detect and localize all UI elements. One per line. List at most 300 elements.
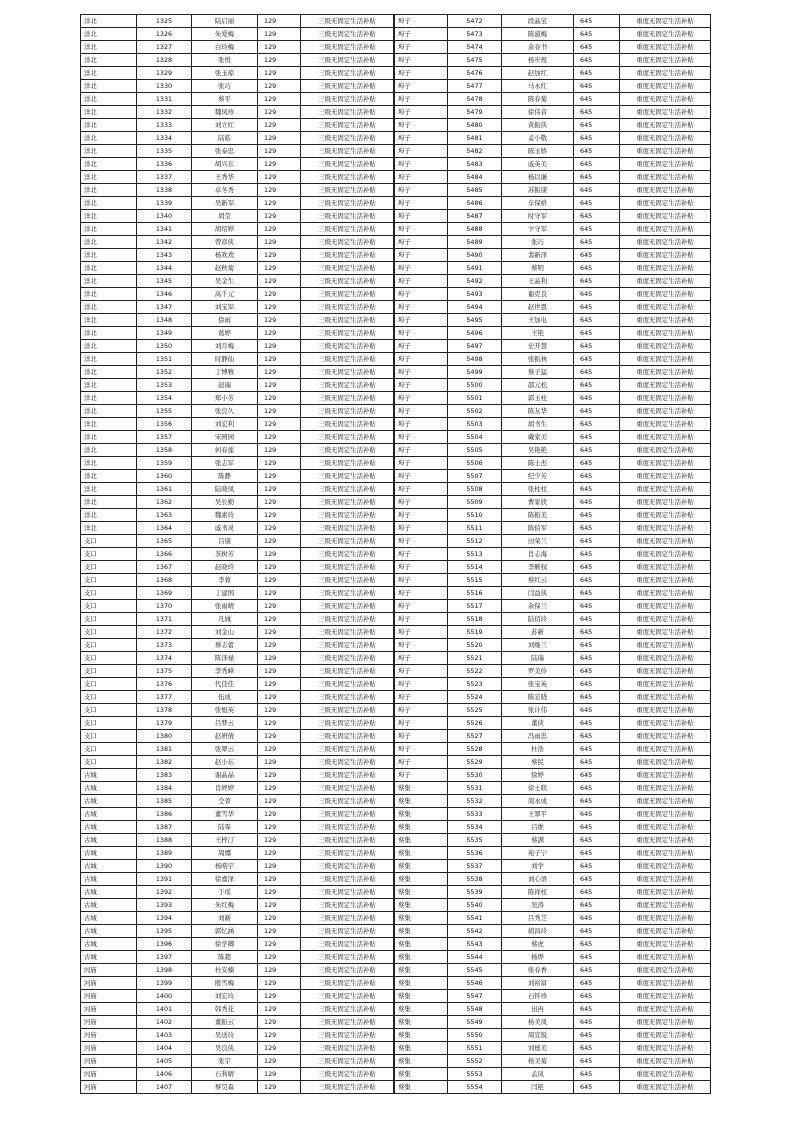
name-cell: 朱红梅	[192, 899, 258, 912]
township-cell: 埠子	[395, 158, 448, 171]
township-cell: 蔡集	[395, 964, 448, 977]
name-cell: 邵元松	[502, 379, 574, 392]
table-row	[81, 119, 394, 132]
table-row	[81, 288, 394, 301]
township-cell: 埠子	[395, 652, 448, 665]
table-row	[395, 847, 711, 860]
amount-cell: 645	[574, 431, 620, 444]
township-cell: 埠子	[395, 119, 448, 132]
table-row	[395, 743, 711, 756]
name-cell: 王翠平	[502, 808, 574, 821]
serial-number-cell: 1365	[137, 535, 192, 548]
serial-number-cell: 1386	[137, 808, 192, 821]
amount-cell: 129	[258, 418, 301, 431]
subsidy-type-cell: 三级无固定生活补贴	[301, 964, 394, 977]
township-cell: 支口	[81, 743, 137, 756]
name-cell: 陈友华	[502, 405, 574, 418]
amount-cell: 645	[574, 366, 620, 379]
serial-number-cell: 1344	[137, 262, 192, 275]
township-cell: 古城	[81, 860, 137, 873]
name-cell: 蔡虎	[502, 938, 574, 951]
name-cell: 张雨晴	[192, 600, 258, 613]
township-cell: 河庙	[81, 1016, 137, 1029]
township-cell: 洋北	[81, 15, 137, 28]
serial-number-cell: 1395	[137, 925, 192, 938]
serial-number-cell: 5521	[448, 652, 502, 665]
township-cell: 河庙	[81, 1055, 137, 1068]
subsidy-type-cell: 三级无固定生活补贴	[301, 119, 394, 132]
serial-number-cell: 1394	[137, 912, 192, 925]
township-cell: 洋北	[81, 353, 137, 366]
subsidy-type-cell: 重度无固定生活补贴	[620, 678, 711, 691]
subsidy-type-cell: 三级无固定生活补贴	[301, 925, 394, 938]
amount-cell: 645	[574, 665, 620, 678]
table-row	[395, 301, 711, 314]
amount-cell: 645	[574, 951, 620, 964]
amount-cell: 645	[574, 132, 620, 145]
subsidy-type-cell: 三级无固定生活补贴	[301, 561, 394, 574]
table-row	[395, 678, 711, 691]
township-cell: 洋北	[81, 275, 137, 288]
table-row	[81, 665, 394, 678]
township-cell: 埠子	[395, 301, 448, 314]
subsidy-type-cell: 三级无固定生活补贴	[301, 470, 394, 483]
amount-cell: 129	[258, 262, 301, 275]
name-cell: 白玲梅	[192, 41, 258, 54]
serial-number-cell: 5538	[448, 873, 502, 886]
amount-cell: 129	[258, 1003, 301, 1016]
table-row	[81, 1042, 394, 1055]
table-row	[81, 912, 394, 925]
serial-number-cell: 5509	[448, 496, 502, 509]
name-cell: 刘宏玲	[192, 990, 258, 1003]
serial-number-cell: 5506	[448, 457, 502, 470]
name-cell: 苑子宁	[502, 847, 574, 860]
serial-number-cell: 1338	[137, 184, 192, 197]
subsidy-type-cell: 重度无固定生活补贴	[620, 1042, 711, 1055]
township-cell: 埠子	[395, 15, 448, 28]
serial-number-cell: 1347	[137, 301, 192, 314]
township-cell: 洋北	[81, 184, 137, 197]
name-cell: 陆佰玲	[502, 613, 574, 626]
name-cell: 刘德美	[502, 1042, 574, 1055]
table-row	[81, 587, 394, 600]
subsidy-type-cell: 三级无固定生活补贴	[301, 379, 394, 392]
serial-number-cell: 5542	[448, 925, 502, 938]
name-cell: 陈春菊	[502, 93, 574, 106]
table-row	[81, 405, 394, 418]
serial-number-cell: 1329	[137, 67, 192, 80]
township-cell: 洋北	[81, 405, 137, 418]
township-cell: 埠子	[395, 106, 448, 119]
serial-number-cell: 1364	[137, 522, 192, 535]
township-cell: 蔡集	[395, 1081, 448, 1094]
subsidy-type-cell: 三级无固定生活补贴	[301, 483, 394, 496]
subsidy-type-cell: 三级无固定生活补贴	[301, 262, 394, 275]
serial-number-cell: 1372	[137, 626, 192, 639]
township-cell: 埠子	[395, 275, 448, 288]
township-cell: 蔡集	[395, 1003, 448, 1016]
township-cell: 埠子	[395, 496, 448, 509]
amount-cell: 129	[258, 457, 301, 470]
subsidy-type-cell: 三级无固定生活补贴	[301, 15, 394, 28]
amount-cell: 129	[258, 444, 301, 457]
serial-number-cell: 1370	[137, 600, 192, 613]
amount-cell: 129	[258, 951, 301, 964]
subsidy-type-cell: 三级无固定生活补贴	[301, 756, 394, 769]
name-cell: 陈宏晓	[502, 691, 574, 704]
serial-number-cell: 1405	[137, 1055, 192, 1068]
amount-cell: 129	[258, 145, 301, 158]
table-row	[395, 756, 711, 769]
subsidy-type-cell: 重度无固定生活补贴	[620, 1003, 711, 1016]
subsidy-type-cell: 重度无固定生活补贴	[620, 639, 711, 652]
serial-number-cell: 1336	[137, 158, 192, 171]
township-cell: 蔡集	[395, 977, 448, 990]
amount-cell: 645	[574, 847, 620, 860]
serial-number-cell: 5553	[448, 1068, 502, 1081]
subsidy-type-cell: 三级无固定生活补贴	[301, 275, 394, 288]
amount-cell: 645	[574, 210, 620, 223]
township-cell: 洋北	[81, 41, 137, 54]
subsidy-type-cell: 三级无固定生活补贴	[301, 210, 394, 223]
serial-number-cell: 1334	[137, 132, 192, 145]
serial-number-cell: 5473	[448, 28, 502, 41]
serial-number-cell: 1404	[137, 1042, 192, 1055]
amount-cell: 129	[258, 132, 301, 145]
name-cell: 张良久	[192, 405, 258, 418]
subsidy-type-cell: 三级无固定生活补贴	[301, 366, 394, 379]
table-row	[395, 990, 711, 1003]
serial-number-cell: 5510	[448, 509, 502, 522]
table-row	[395, 964, 711, 977]
amount-cell: 645	[574, 808, 620, 821]
table-row	[395, 496, 711, 509]
subsidy-type-cell: 三级无固定生活补贴	[301, 171, 394, 184]
subsidy-type-cell: 三级无固定生活补贴	[301, 977, 394, 990]
amount-cell: 645	[574, 28, 620, 41]
subsidy-type-cell: 重度无固定生活补贴	[620, 548, 711, 561]
serial-number-cell: 1353	[137, 379, 192, 392]
table-row	[81, 41, 394, 54]
township-cell: 蔡集	[395, 1029, 448, 1042]
amount-cell: 129	[258, 1068, 301, 1081]
subsidy-type-cell: 三级无固定生活补贴	[301, 54, 394, 67]
amount-cell: 645	[574, 496, 620, 509]
serial-number-cell: 5517	[448, 600, 502, 613]
amount-cell: 129	[258, 106, 301, 119]
table-row	[81, 106, 394, 119]
table-row	[395, 1042, 711, 1055]
amount-cell: 129	[258, 626, 301, 639]
amount-cell: 129	[258, 1055, 301, 1068]
township-cell: 埠子	[395, 457, 448, 470]
serial-number-cell: 5544	[448, 951, 502, 964]
table-row	[81, 613, 394, 626]
name-cell: 徐婷	[502, 769, 574, 782]
table-row	[395, 574, 711, 587]
name-cell: 代佳佳	[192, 678, 258, 691]
amount-cell: 129	[258, 886, 301, 899]
serial-number-cell: 1348	[137, 314, 192, 327]
subsidy-type-cell: 重度无固定生活补贴	[620, 275, 711, 288]
township-cell: 支口	[81, 626, 137, 639]
subsidy-type-cell: 三级无固定生活补贴	[301, 340, 394, 353]
name-cell: 杨以谦	[502, 171, 574, 184]
table-row	[81, 1003, 394, 1016]
name-cell: 马永红	[502, 80, 574, 93]
subsidy-type-cell: 重度无固定生活补贴	[620, 769, 711, 782]
township-cell: 蔡集	[395, 990, 448, 1003]
subsidy-type-cell: 三级无固定生活补贴	[301, 444, 394, 457]
table-row	[395, 119, 711, 132]
name-cell: 谢晶晶	[192, 769, 258, 782]
township-cell: 埠子	[395, 561, 448, 574]
amount-cell: 129	[258, 288, 301, 301]
subsidy-type-cell: 重度无固定生活补贴	[620, 197, 711, 210]
subsidy-type-cell: 三级无固定生活补贴	[301, 288, 394, 301]
township-cell: 古城	[81, 925, 137, 938]
name-cell: 魏素玲	[192, 509, 258, 522]
subsidy-type-cell: 三级无固定生活补贴	[301, 80, 394, 93]
name-cell: 韩秀花	[192, 1003, 258, 1016]
subsidy-type-cell: 三级无固定生活补贴	[301, 990, 394, 1003]
amount-cell: 645	[574, 795, 620, 808]
name-cell: 时静仙	[192, 353, 258, 366]
serial-number-cell: 1333	[137, 119, 192, 132]
name-cell: 张柱柱	[502, 483, 574, 496]
subsidy-type-cell: 重度无固定生活补贴	[620, 951, 711, 964]
serial-number-cell: 5479	[448, 106, 502, 119]
subsidy-type-cell: 重度无固定生活补贴	[620, 106, 711, 119]
subsidy-type-cell: 重度无固定生活补贴	[620, 223, 711, 236]
table-row	[81, 483, 394, 496]
amount-cell: 129	[258, 873, 301, 886]
serial-number-cell: 1332	[137, 106, 192, 119]
township-cell: 埠子	[395, 522, 448, 535]
subsidy-type-cell: 重度无固定生活补贴	[620, 782, 711, 795]
township-cell: 古城	[81, 795, 137, 808]
township-cell: 古城	[81, 886, 137, 899]
serial-number-cell: 1339	[137, 197, 192, 210]
name-cell: 丁博雅	[192, 366, 258, 379]
name-cell: 张泰忠	[192, 145, 258, 158]
serial-number-cell: 5552	[448, 1055, 502, 1068]
table-row	[81, 652, 394, 665]
amount-cell: 129	[258, 600, 301, 613]
township-cell: 埠子	[395, 626, 448, 639]
serial-number-cell: 1327	[137, 41, 192, 54]
serial-number-cell: 1328	[137, 54, 192, 67]
name-cell: 董侠	[502, 717, 574, 730]
serial-number-cell: 1356	[137, 418, 192, 431]
township-cell: 埠子	[395, 756, 448, 769]
serial-number-cell: 5472	[448, 15, 502, 28]
township-cell: 古城	[81, 873, 137, 886]
table-row	[81, 639, 394, 652]
township-cell: 支口	[81, 535, 137, 548]
subsidy-type-cell: 三级无固定生活补贴	[301, 600, 394, 613]
serial-number-cell: 1403	[137, 1029, 192, 1042]
name-cell: 李秀峰	[192, 665, 258, 678]
serial-number-cell: 1402	[137, 1016, 192, 1029]
table-row	[81, 54, 394, 67]
name-cell: 葛婷	[192, 327, 258, 340]
table-row	[395, 132, 711, 145]
serial-number-cell: 1367	[137, 561, 192, 574]
table-row	[81, 860, 394, 873]
name-cell: 徐伟音	[502, 106, 574, 119]
township-cell: 埠子	[395, 470, 448, 483]
name-cell: 茶树芳	[192, 548, 258, 561]
name-cell: 赵世恩	[502, 301, 574, 314]
subsidy-type-cell: 重度无固定生活补贴	[620, 327, 711, 340]
table-row	[395, 522, 711, 535]
township-cell: 埠子	[395, 210, 448, 223]
amount-cell: 645	[574, 197, 620, 210]
table-row	[395, 1029, 711, 1042]
township-cell: 河庙	[81, 1003, 137, 1016]
township-cell: 洋北	[81, 132, 137, 145]
name-cell: 王艳	[502, 327, 574, 340]
amount-cell: 129	[258, 639, 301, 652]
table-row	[81, 145, 394, 158]
name-cell: 杨烨	[502, 951, 574, 964]
name-cell: 蔡民	[502, 756, 574, 769]
subsidy-type-cell: 重度无固定生活补贴	[620, 561, 711, 574]
name-cell: 吴艳艳	[502, 444, 574, 457]
amount-cell: 645	[574, 704, 620, 717]
name-cell: 胡昌玲	[502, 925, 574, 938]
amount-cell: 645	[574, 145, 620, 158]
amount-cell: 129	[258, 314, 301, 327]
name-cell: 胡兴东	[192, 158, 258, 171]
serial-number-cell: 5508	[448, 483, 502, 496]
serial-number-cell: 1351	[137, 353, 192, 366]
amount-cell: 129	[258, 80, 301, 93]
amount-cell: 645	[574, 301, 620, 314]
table-row	[395, 431, 711, 444]
name-cell: 王晶利	[502, 275, 574, 288]
subsidy-type-cell: 三级无固定生活补贴	[301, 145, 394, 158]
township-cell: 埠子	[395, 509, 448, 522]
table-row	[81, 821, 394, 834]
table-row	[395, 483, 711, 496]
township-cell: 古城	[81, 938, 137, 951]
subsidy-type-cell: 三级无固定生活补贴	[301, 782, 394, 795]
serial-number-cell: 1330	[137, 80, 192, 93]
subsidy-type-cell: 三级无固定生活补贴	[301, 431, 394, 444]
amount-cell: 129	[258, 990, 301, 1003]
table-row	[395, 873, 711, 886]
table-row	[81, 600, 394, 613]
name-cell: 宋园园	[192, 431, 258, 444]
amount-cell: 129	[258, 691, 301, 704]
serial-number-cell: 1380	[137, 730, 192, 743]
amount-cell: 129	[258, 795, 301, 808]
township-cell: 支口	[81, 600, 137, 613]
amount-cell: 645	[574, 158, 620, 171]
township-cell: 河庙	[81, 977, 137, 990]
table-row	[81, 431, 394, 444]
name-cell: 赵小东	[192, 756, 258, 769]
serial-number-cell: 5497	[448, 340, 502, 353]
table-row	[395, 639, 711, 652]
table-row	[81, 509, 394, 522]
amount-cell: 645	[574, 41, 620, 54]
serial-number-cell: 5526	[448, 717, 502, 730]
township-cell: 埠子	[395, 600, 448, 613]
subsidy-type-cell: 三级无固定生活补贴	[301, 652, 394, 665]
name-cell: 冯雨忠	[502, 730, 574, 743]
table-row	[81, 262, 394, 275]
table-row	[395, 535, 711, 548]
table-row	[395, 730, 711, 743]
serial-number-cell: 5533	[448, 808, 502, 821]
subsidy-type-cell: 三级无固定生活补贴	[301, 912, 394, 925]
table-row	[395, 106, 711, 119]
serial-number-cell: 5518	[448, 613, 502, 626]
subsidy-type-cell: 重度无固定生活补贴	[620, 509, 711, 522]
amount-cell: 645	[574, 925, 620, 938]
subsidy-type-cell: 重度无固定生活补贴	[620, 28, 711, 41]
serial-number-cell: 1362	[137, 496, 192, 509]
township-cell: 支口	[81, 730, 137, 743]
subsidy-type-cell: 重度无固定生活补贴	[620, 977, 711, 990]
amount-cell: 645	[574, 821, 620, 834]
amount-cell: 129	[258, 925, 301, 938]
serial-number-cell: 5530	[448, 769, 502, 782]
subsidy-type-cell: 三级无固定生活补贴	[301, 665, 394, 678]
serial-number-cell: 5536	[448, 847, 502, 860]
table-row	[81, 704, 394, 717]
name-cell: 纪少芳	[502, 470, 574, 483]
amount-cell: 129	[258, 223, 301, 236]
table-row	[81, 522, 394, 535]
table-row	[81, 275, 394, 288]
name-cell: 张宇	[192, 1055, 258, 1068]
name-cell: 余保兰	[502, 600, 574, 613]
subsidy-type-cell: 三级无固定生活补贴	[301, 808, 394, 821]
serial-number-cell: 1378	[137, 704, 192, 717]
serial-number-cell: 5537	[448, 860, 502, 873]
amount-cell: 129	[258, 938, 301, 951]
amount-cell: 645	[574, 509, 620, 522]
subsidy-type-cell: 三级无固定生活补贴	[301, 28, 394, 41]
subsidy-type-cell: 三级无固定生活补贴	[301, 236, 394, 249]
serial-number-cell: 1387	[137, 821, 192, 834]
subsidy-type-cell: 重度无固定生活补贴	[620, 626, 711, 639]
name-cell: 陈士杰	[502, 457, 574, 470]
table-row	[395, 80, 711, 93]
name-cell: 魏凤珍	[192, 106, 258, 119]
table-row	[395, 327, 711, 340]
name-cell: 张巧	[502, 236, 574, 249]
amount-cell: 129	[258, 41, 301, 54]
name-cell: 王加电	[502, 314, 574, 327]
name-cell: 卓冬秀	[192, 184, 258, 197]
amount-cell: 129	[258, 275, 301, 288]
amount-cell: 645	[574, 834, 620, 847]
name-cell: 时守军	[502, 210, 574, 223]
subsidy-type-cell: 三级无固定生活补贴	[301, 730, 394, 743]
township-cell: 洋北	[81, 119, 137, 132]
township-cell: 蔡集	[395, 834, 448, 847]
amount-cell: 129	[258, 1081, 301, 1094]
subsidy-type-cell: 重度无固定生活补贴	[620, 1029, 711, 1042]
name-cell: 仝菁	[192, 795, 258, 808]
table-row	[81, 1029, 394, 1042]
